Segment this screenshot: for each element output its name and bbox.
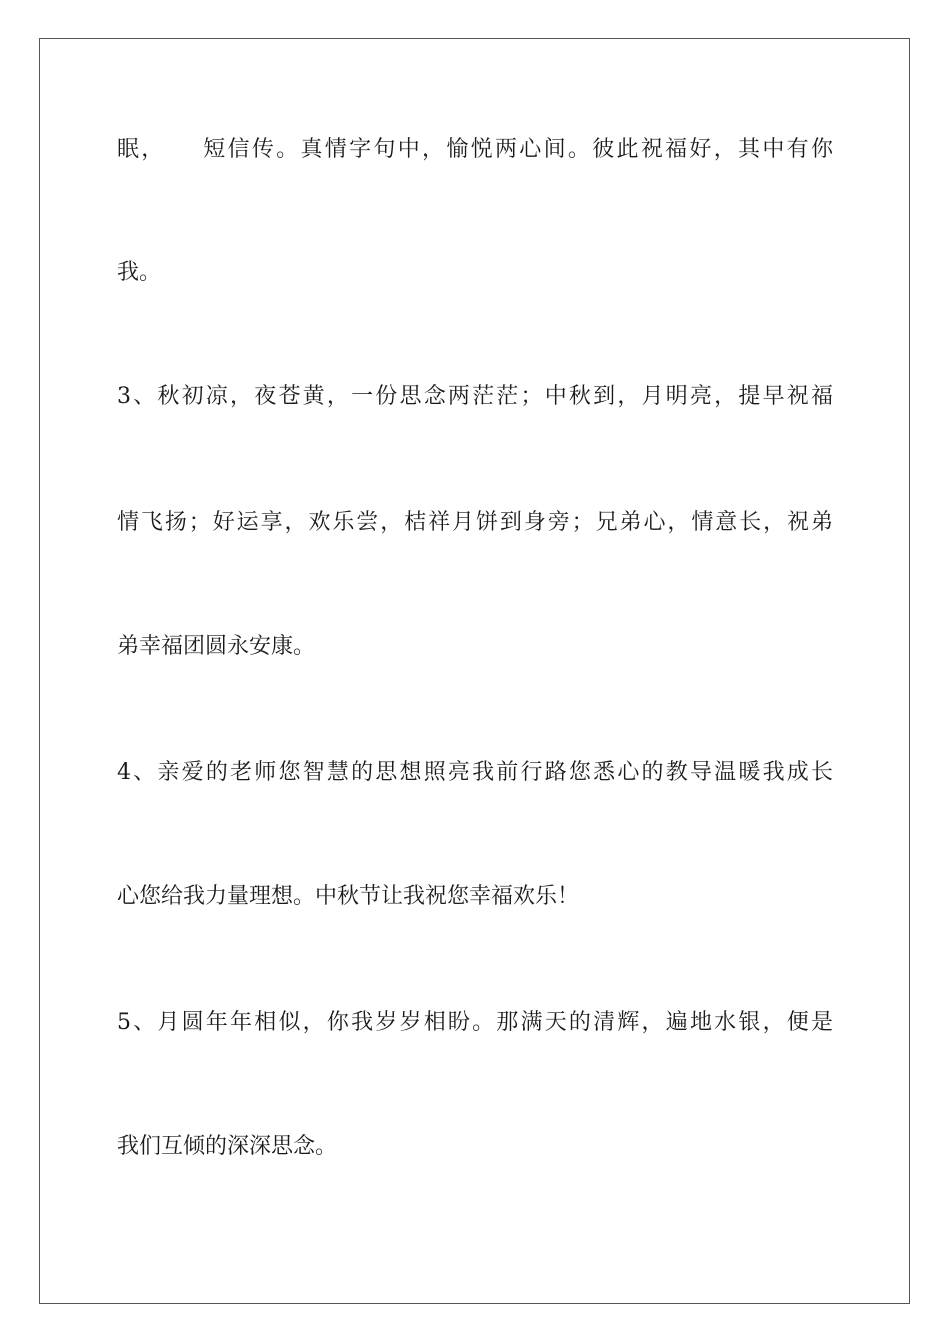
text-line-1: 眠， 短信传。真情字句中，愉悦两心间。彼此祝福好，其中有你 <box>117 137 833 162</box>
text-line-2: 我。 <box>117 260 162 285</box>
text-line-9: 我们互倾的深深思念。 <box>117 1134 338 1159</box>
page-frame <box>39 38 910 1304</box>
text-line-8: 5、月圆年年相似，你我岁岁相盼。那满天的清辉，遍地水银，便是 <box>117 1010 833 1035</box>
text-line-5: 弟幸福团圆永安康。 <box>117 634 316 659</box>
text-line-4: 情飞扬；好运享，欢乐尝，桔祥月饼到身旁；兄弟心，情意长，祝弟 <box>117 510 833 535</box>
text-line-7: 心您给我力量理想。中秋节让我祝您幸福欢乐！ <box>117 884 580 909</box>
text-line-6: 4、亲爱的老师您智慧的思想照亮我前行路您悉心的教导温暖我成长 <box>117 760 833 785</box>
text-line-3: 3、秋初凉，夜苍黄，一份思念两茫茫；中秋到，月明亮，提早祝福 <box>117 384 833 409</box>
